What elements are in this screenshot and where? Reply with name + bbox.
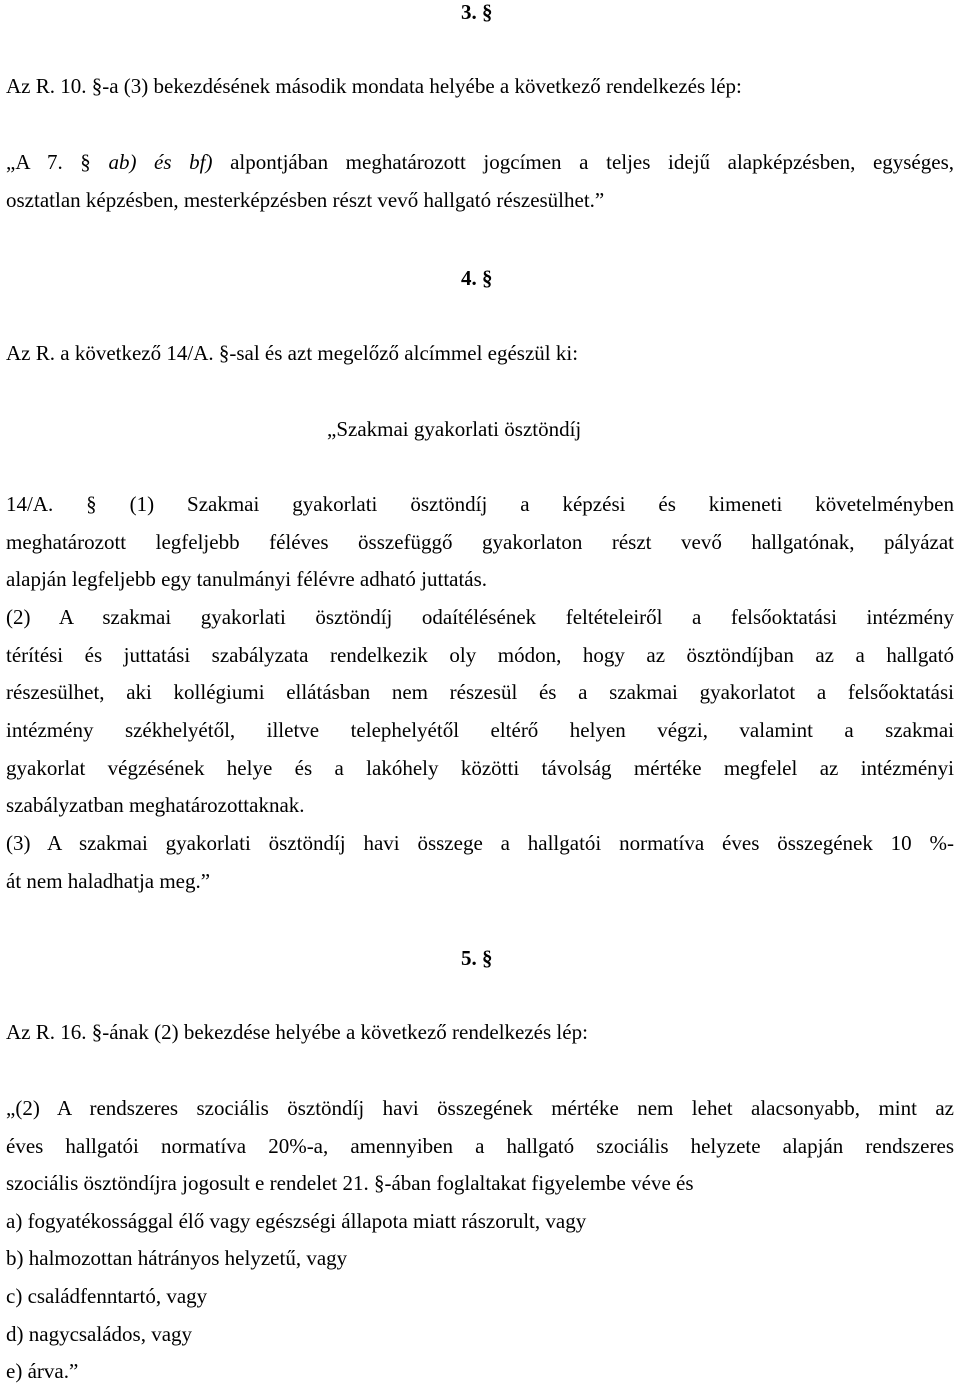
section-5-p1-line-2: éves hallgatói normatíva 20%-a, amennyiben a hallgató szociális helyzete alapján rendszeres xyxy=(6,1134,954,1158)
section-4-p2-line-4: intézmény székhelyétől, illetve telephelyétől eltérő helyen végzi, valamint a szakmai xyxy=(6,718,954,742)
list-item-a: a) fogyatékossággal élő vagy egészségi állapota miatt rászorult, vagy xyxy=(6,1209,587,1233)
section-4-p2-line-5: gyakorlat végzésének helye és a lakóhely közötti távolság mértéke megfelel az intézményi xyxy=(6,756,954,780)
section-5-intro: Az R. 16. §-ának (2) bekezdése helyébe a következő rendelkezés lép: xyxy=(6,1020,588,1044)
section-4-p2-line-1: (2) A szakmai gyakorlati ösztöndíj odaítélésének feltételeiről a felsőoktatási intézmény xyxy=(6,605,954,629)
section-heading-4: 4. § xyxy=(461,266,493,290)
section-heading-5: 5. § xyxy=(461,946,493,970)
section-4-p2-line-3: részesülhet, aki kollégiumi ellátásban nem részesül és a szakmai gyakorlatot a felsőoktatási xyxy=(6,680,954,704)
section-4-p1-line-2: meghatározott legfeljebb féléves összefüggő gyakorlaton részt vevő hallgatónak, pályázat xyxy=(6,530,954,554)
section-5-p1-line-1: „(2) A rendszeres szociális ösztöndíj havi összegének mértéke nem lehet alacsonyabb, mint az xyxy=(6,1096,954,1120)
section-4-p2-line-6: szabályzatban meghatározottaknak. xyxy=(6,793,305,817)
quote-italic: ab) és bf) xyxy=(108,150,213,174)
quote-rest: alpontjában meghatározott jogcímen a teljes idejű alapképzésben, egységes, xyxy=(212,150,954,174)
section-4-p3-line-2: át nem haladhatja meg.” xyxy=(6,869,211,893)
list-item-d: d) nagycsaládos, vagy xyxy=(6,1322,193,1346)
section-heading-3: 3. § xyxy=(461,0,493,24)
section-4-intro: Az R. a következő 14/A. §-sal és azt megelőző alcímmel egészül ki: xyxy=(6,341,579,365)
quote-prefix: „A 7. § xyxy=(6,150,109,174)
section-4-p1-line-3: alapján legfeljebb egy tanulmányi félévre adható juttatás. xyxy=(6,567,488,591)
list-item-c: c) családfenntartó, vagy xyxy=(6,1284,208,1308)
section-4-p3-line-1: (3) A szakmai gyakorlati ösztöndíj havi összege a hallgatói normatíva éves összegének 10 %- xyxy=(6,831,954,855)
section-3-intro: Az R. 10. §-a (3) bekezdésének második mondata helyébe a következő rendelkezés lép: xyxy=(6,74,742,98)
section-3-quote-line-1 xyxy=(6,152,954,173)
list-item-e: e) árva.” xyxy=(6,1359,79,1383)
list-item-b: b) halmozottan hátrányos helyzetű, vagy xyxy=(6,1246,348,1270)
section-3-quote-line-2: osztatlan képzésben, mesterképzésben részt vevő hallgató részesülhet.” xyxy=(6,188,605,212)
section-5-p1-line-3: szociális ösztöndíjra jogosult e rendelet 21. §-ában foglaltakat figyelembe véve és xyxy=(6,1171,694,1195)
section-4-p2-line-2: térítési és juttatási szabályzata rendelkezik oly módon, hogy az ösztöndíjban az a hallgató xyxy=(6,643,954,667)
subtitle: „Szakmai gyakorlati ösztöndíj xyxy=(327,417,582,441)
section-4-p1-line-1: 14/A. § (1) Szakmai gyakorlati ösztöndíj a képzési és kimeneti követelményben xyxy=(6,492,954,516)
